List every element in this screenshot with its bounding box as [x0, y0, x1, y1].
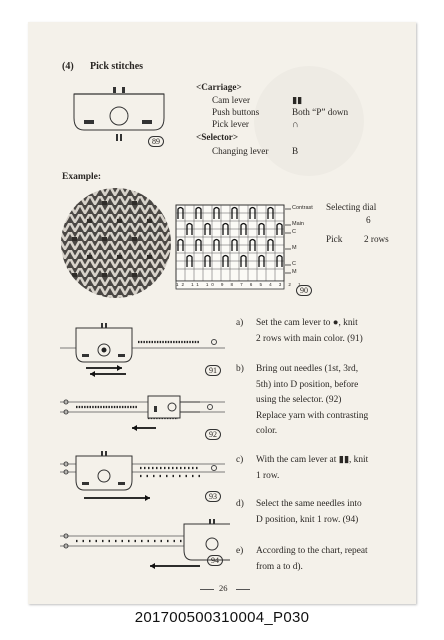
- dial-title: Selecting dial: [326, 202, 377, 212]
- figure-label-90: 90: [296, 285, 312, 296]
- step-c-id: c): [236, 455, 244, 465]
- pick-value: 2 rows: [364, 234, 389, 244]
- chart-label-contrast: Contrast: [292, 205, 313, 211]
- step-d-text: Select the same needles into D position, knit 1 row. (94): [256, 499, 362, 525]
- step-e-id: e): [236, 546, 244, 556]
- section-title: Pick stitches: [90, 61, 144, 72]
- push-buttons-value: Both “P” down: [292, 107, 349, 117]
- changing-lever-value: B: [292, 146, 299, 156]
- example-label: Example:: [62, 172, 102, 182]
- pick-lever-value: ∩: [292, 119, 299, 129]
- chart-label-m-1: M: [292, 245, 297, 251]
- carriage-diagram-91: [60, 322, 230, 402]
- step-b-id: b): [236, 364, 244, 374]
- step-a-id: a): [236, 318, 244, 328]
- knit-sample-photo: [60, 187, 172, 299]
- chart-label-c-2: C: [292, 261, 296, 267]
- figure-label-89: 89: [148, 136, 164, 147]
- pick-label: Pick: [326, 234, 343, 244]
- section-number: (4): [62, 61, 74, 72]
- chart-column-numbers: 12 11 10 9 8 7 6 5 4 3 2 1: [176, 282, 304, 287]
- page-number-rule-left: [200, 589, 214, 590]
- cam-lever-value: ▮▮: [292, 95, 303, 105]
- step-b-text: Bring out needles (1st, 3rd, 5th) into D position, before using the selector. (92) Replace yarn with contrasting color.: [256, 364, 369, 436]
- push-buttons-label: Push buttons: [212, 107, 260, 117]
- figure-label-93: 93: [205, 491, 221, 502]
- figure-label-91: 91: [205, 365, 221, 376]
- step-c-text: With the cam lever at ▮▮, knit 1 row.: [256, 455, 369, 481]
- carriage-diagram-94: [60, 516, 230, 572]
- page-number-rule-right: [236, 589, 250, 590]
- selector-heading: <Selector>: [196, 132, 239, 142]
- cam-lever-label: Cam lever: [212, 95, 251, 105]
- step-a-text: Set the cam lever to ●, knit 2 rows with main color. (91): [256, 318, 363, 344]
- page-number: 26: [219, 583, 228, 593]
- step-d-id: d): [236, 499, 244, 509]
- chart-label-main: Main: [292, 221, 304, 227]
- figure-label-94: 94: [207, 555, 223, 566]
- pick-lever-label: Pick lever: [212, 119, 249, 129]
- carriage-heading: <Carriage>: [196, 82, 242, 92]
- chart-label-c-1: C: [292, 229, 296, 235]
- figure-label-92: 92: [205, 429, 221, 440]
- archive-caption: 201700500310004_P030: [134, 609, 310, 626]
- dial-value: 6: [366, 215, 371, 225]
- chart-label-m-2: M: [292, 269, 297, 275]
- changing-lever-label: Changing lever: [212, 146, 269, 156]
- step-e-text: According to the chart, repeat from a to d).: [256, 546, 368, 572]
